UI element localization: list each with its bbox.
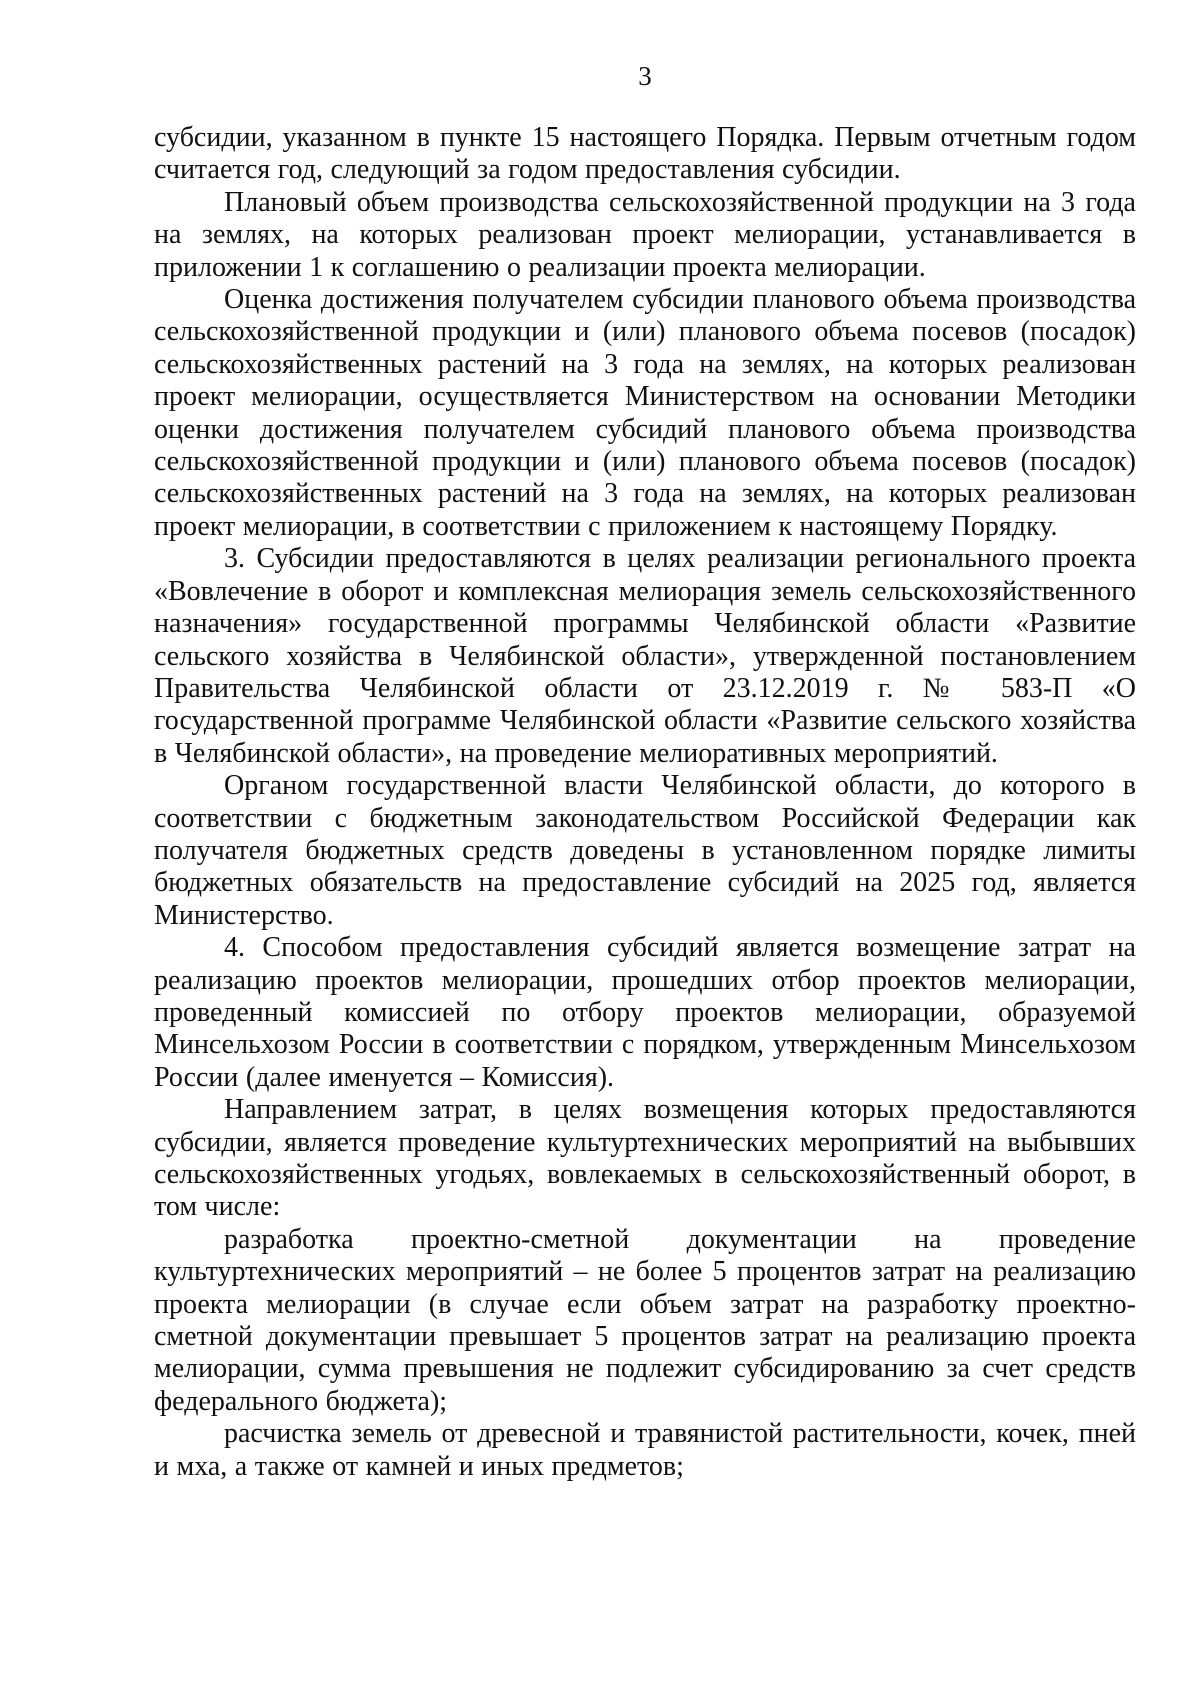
paragraph-planned-production-volume: Плановый объем производства сельскохозяйственной продукции на 3 года на землях, на которых реализован проект мелиорации, устанавливается в приложении 1 к соглашению о реализации проекта мелиорации. (154, 186, 1136, 283)
document-body (154, 122, 1136, 1483)
paragraph-cost-direction: Направлением затрат, в целях возмещения которых предоставляются субсидии, является проведение культуртехнических мероприятий на выбывших сельскохозяйственных угодьях, вовлекаемых в сельскохозяйственный оборот, в том числе: (154, 1094, 1136, 1223)
paragraph-subsidy-reporting-year: субсидии, указанном в пункте 15 настоящего Порядка. Первым отчетным годом считается год, следующий за годом предоставления субсидии. (154, 122, 1136, 186)
paragraph-item-4-subsidy-method: 4. Способом предоставления субсидий является возмещение затрат на реализацию проектов мелиорации, прошедших отбор проектов мелиорации, проведенный комиссией по отбору проектов мелиорации, образуемой Минсельхозом России в соответствии с порядком, утвержденным Минсельхозом России (далее именуется – Комиссия). (154, 932, 1136, 1093)
paragraph-item-3-subsidy-purpose: 3. Субсидии предоставляются в целях реализации регионального проекта «Вовлечение в оборот и комплексная мелиорация земель сельскохозяйственного назначения» государственной программы Челябинской области «Развитие сельского хозяйства в Челябинской области», утвержденной постановлением Правительства Челябинской области от 23.12.2019 г. № 583-П «О государственной программе Челябинской области «Развитие сельского хозяйства в Челябинской области», на проведение мелиоративных мероприятий. (154, 543, 1136, 769)
paragraph-land-clearing: расчистка земель от древесной и травянистой растительности, кочек, пней и мха, а также от камней и иных предметов; (154, 1418, 1136, 1482)
paragraph-state-authority: Органом государственной власти Челябинской области, до которого в соответствии с бюджетным законодательством Российской Федерации как получателя бюджетных средств доведены в установленном порядке лимиты бюджетных обязательств на предоставление субсидий на 2025 год, является Министерство. (154, 770, 1136, 931)
page-number: 3 (638, 61, 652, 91)
paragraph-design-documentation: разработка проектно-сметной документации на проведение культуртехнических мероприятий – не более 5 процентов затрат на реализацию проекта мелиорации (в случае если объем затрат на разработку проектно-сметной документации превышает 5 процентов затрат на реализацию проекта мелиорации, сумма превышения не подлежит субсидированию за счет средств федерального бюджета); (154, 1223, 1136, 1417)
paragraph-achievement-assessment: Оценка достижения получателем субсидии планового объема производства сельскохозяйственной продукции и (или) планового объема посевов (посадок) сельскохозяйственных растений на 3 года на землях, на которых реализован проект мелиорации, осуществляется Министерством на основании Методики оценки достижения получателем субсидий планового объема производства сельскохозяйственной продукции и (или) планового объема посевов (посадок) сельскохозяйственных растений на 3 года на землях, на которых реализован проект мелиорации, в соответствии с приложением к настоящему Порядку. (154, 284, 1136, 542)
